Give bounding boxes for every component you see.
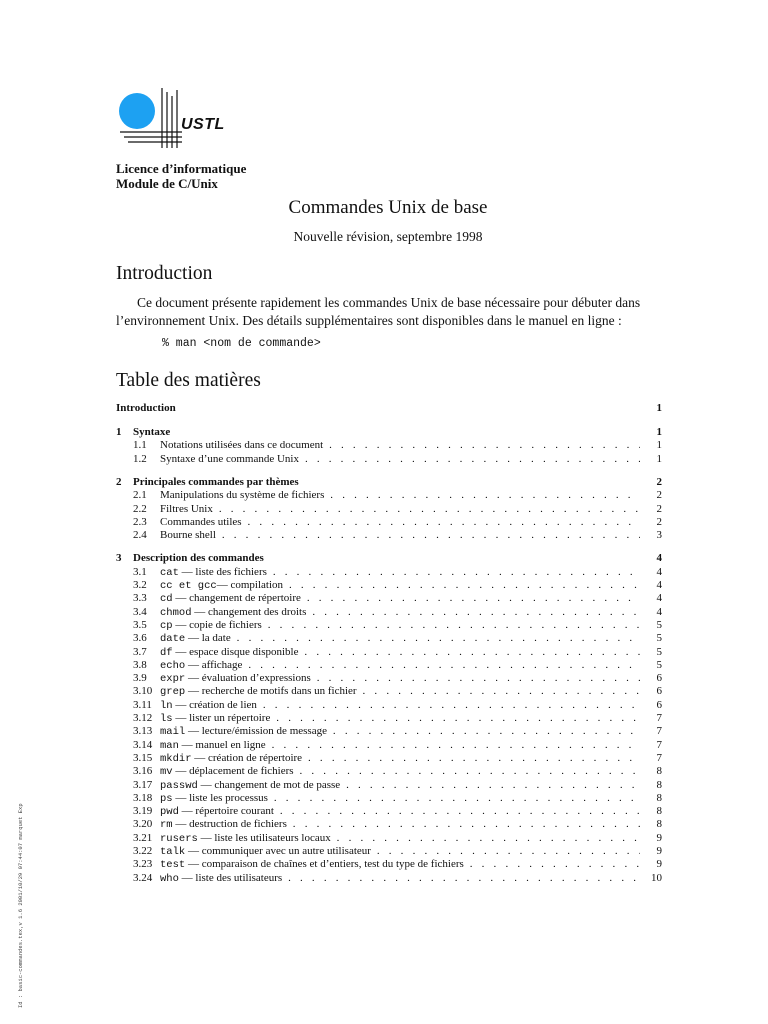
- toc-item-page: 5: [656, 658, 662, 671]
- toc-item-page: 7: [656, 738, 662, 751]
- toc-item-text: — création de répertoire: [191, 751, 303, 764]
- toc-item-text: — lister un répertoire: [172, 712, 271, 724]
- toc-item-label: [160, 439, 640, 452]
- toc-item-command: test: [160, 859, 186, 872]
- toc-item-number: 3.11: [133, 698, 152, 711]
- toc-item-text: — liste les processus: [172, 791, 268, 804]
- toc-item-number: 3.19: [133, 805, 153, 818]
- toc-item-label: [160, 765, 640, 779]
- toc-item-text: — liste des utilisateurs: [178, 871, 283, 884]
- toc-item-label: [160, 779, 640, 793]
- toc-item-text: Filtres Unix: [160, 502, 213, 515]
- toc-item-page: 1: [656, 439, 662, 452]
- toc-section-label: Syntaxe: [133, 426, 171, 438]
- toc-item-number: 3.4: [133, 605, 147, 618]
- toc-item-number: 3.9: [133, 672, 147, 685]
- toc-section-number: 3: [116, 552, 122, 565]
- toc-item-label: [160, 739, 640, 753]
- toc-item-number: 3.12: [133, 712, 153, 724]
- toc-item-3-6[interactable]: [116, 632, 662, 645]
- toc-item-label: [160, 805, 640, 819]
- toc-item-text: — lecture/émission de message: [185, 725, 327, 738]
- toc-item-text: Commandes utiles: [160, 515, 242, 528]
- toc-item-text: — recherche de motifs dans un fichier: [185, 685, 357, 698]
- toc-item-text: — compilation: [216, 579, 284, 591]
- toc-section-label: Description des commandes: [133, 552, 264, 565]
- toc-item-3-8[interactable]: [116, 659, 662, 672]
- toc-item-3-24[interactable]: [116, 872, 662, 885]
- toc-item-page: 5: [656, 632, 662, 645]
- toc-item-3-18[interactable]: [116, 792, 662, 805]
- toc-item-number: 1.2: [133, 452, 147, 465]
- intro-paragraph: Ce document présente rapidement les commandes Unix de base nécessaire pour débuter dans l’environnement Unix. Des détails supplémentaires sont disponibles dans le manuel en ligne :: [116, 295, 641, 328]
- man-command-example: % man <nom de commande>: [162, 337, 321, 350]
- toc-item-number: 3.18: [133, 791, 153, 804]
- toc-item-label: [160, 712, 640, 726]
- toc-section-2[interactable]: [116, 476, 662, 489]
- toc-item-text: — copie de fichiers: [172, 618, 262, 631]
- toc-item-page: 4: [656, 579, 662, 591]
- toc-item-page: 8: [656, 805, 662, 818]
- toc-item-command: mkdir: [160, 752, 192, 765]
- toc-item-label: [160, 529, 640, 542]
- affiliation-module: Module de C/Unix: [116, 176, 218, 191]
- toc-item-page: 8: [656, 765, 662, 778]
- toc-item-number: 3.2: [133, 579, 147, 591]
- toc-item-text: — comparaison de chaînes et d’entiers, test du type de fichiers: [185, 858, 464, 871]
- toc-item-label: [160, 606, 640, 620]
- toc-item-command: df: [160, 646, 173, 659]
- toc-item-1-2[interactable]: [116, 453, 662, 466]
- toc-item-2-2[interactable]: [116, 503, 662, 516]
- toc-item-3-3[interactable]: [116, 592, 662, 605]
- toc-section-page: 1: [656, 426, 662, 438]
- toc-item-number: 3.7: [133, 645, 147, 658]
- toc-item-page: 2: [656, 489, 662, 502]
- toc-item-page: 7: [656, 712, 662, 724]
- toc-item-2-1[interactable]: [116, 489, 662, 502]
- toc-item-2-3[interactable]: [116, 516, 662, 529]
- toc-item-number: 3.1: [133, 565, 147, 578]
- toc-item-number: 3.16: [133, 765, 153, 778]
- toc-item-label: [160, 619, 640, 633]
- toc-item-label: [160, 699, 640, 713]
- toc-item-3-2[interactable]: [116, 579, 662, 592]
- toc-item-number: 3.14: [133, 738, 153, 751]
- toc-item-2-4[interactable]: [116, 529, 662, 542]
- toc-item-page: 3: [656, 529, 662, 542]
- toc-item-page: 5: [656, 618, 662, 631]
- toc-item-number: 3.3: [133, 592, 147, 605]
- toc-item-command: mail: [160, 726, 186, 739]
- document-subtitle: Nouvelle révision, septembre 1998: [293, 229, 483, 244]
- toc-item-text: — manuel en ligne: [178, 738, 266, 751]
- toc-item-3-17[interactable]: [116, 779, 662, 792]
- logo-circle: [119, 93, 155, 129]
- toc-item-page: 8: [656, 778, 662, 791]
- toc-item-page: 8: [656, 791, 662, 804]
- toc-item-3-11[interactable]: [116, 699, 662, 712]
- toc-item-text: Notations utilisées dans ce document: [160, 439, 324, 452]
- toc-item-page: 5: [656, 645, 662, 658]
- toc-item-page: 9: [656, 831, 662, 844]
- toc-item-3-5[interactable]: [116, 619, 662, 632]
- toc-item-number: 2.3: [133, 515, 147, 528]
- toc-item-command: rusers: [160, 832, 198, 845]
- toc-item-page: 4: [656, 592, 662, 605]
- toc-item-text: — affichage: [185, 658, 243, 671]
- revision-id-note: Id : basic-commandes.tex,v 1.6 2001/10/29 07:44:07 marquet Exp: [17, 803, 24, 1008]
- toc-item-label: [160, 659, 640, 673]
- toc-item-number: 3.24: [133, 871, 153, 884]
- toc-item-command: echo: [160, 659, 186, 672]
- toc-item-label: [160, 632, 640, 646]
- toc-item-page: 7: [656, 725, 662, 738]
- toc-item-text: — évaluation d’expressions: [185, 672, 311, 685]
- toc-item-number: 3.20: [133, 818, 153, 831]
- toc-item-label: [160, 752, 640, 766]
- toc-item-3-19[interactable]: [116, 805, 662, 818]
- toc-item-3-21[interactable]: [116, 832, 662, 845]
- toc-item-number: 3.8: [133, 658, 147, 671]
- toc-item-label: [160, 646, 640, 660]
- toc-item-label: [160, 516, 640, 529]
- toc-item-number: 3.13: [133, 725, 153, 738]
- toc-item-text: — liste des fichiers: [178, 565, 267, 578]
- toc-item-text: — déplacement de fichiers: [172, 765, 294, 778]
- toc-item-command: cp: [160, 619, 173, 632]
- toc-item-number: 3.23: [133, 858, 153, 871]
- toc-item-command: ln: [160, 699, 173, 712]
- toc-item-number: 3.21: [133, 831, 153, 844]
- toc-item-command: cd: [160, 593, 173, 606]
- document-title: Commandes Unix de base: [288, 197, 488, 218]
- toc-entry-label: Introduction: [116, 402, 176, 414]
- toc-item-page: 2: [656, 515, 662, 528]
- toc-item-command: chmod: [160, 606, 192, 619]
- toc-item-3-9[interactable]: [116, 672, 662, 685]
- toc-item-label: [160, 725, 640, 739]
- toc-item-page: 9: [656, 845, 662, 857]
- toc-item-number: 2.4: [133, 529, 147, 542]
- toc-item-page: 7: [656, 751, 662, 764]
- toc-item-3-10[interactable]: [116, 685, 662, 698]
- logo-text: USTL: [181, 116, 225, 133]
- toc-item-command: expr: [160, 673, 186, 686]
- toc-item-page: 4: [656, 605, 662, 618]
- toc-item-page: 2: [656, 502, 662, 515]
- toc-section-number: 1: [116, 426, 122, 438]
- toc-item-text: Syntaxe d’une commande Unix: [160, 452, 299, 465]
- toc-item-3-15[interactable]: [116, 752, 662, 765]
- toc-item-label: [160, 858, 640, 872]
- toc-item-label: [160, 832, 640, 846]
- toc-item-text: Manipulations du système de fichiers: [160, 489, 325, 502]
- toc-item-command: man: [160, 739, 179, 752]
- toc-item-page: 4: [656, 565, 662, 578]
- toc-item-3-12[interactable]: [116, 712, 662, 725]
- toc-item-number: 2.2: [133, 502, 147, 515]
- toc-item-3-20[interactable]: [116, 818, 662, 831]
- toc-section-label: Principales commandes par thèmes: [133, 475, 299, 488]
- toc-item-command: pwd: [160, 806, 179, 819]
- toc-item-text: Bourne shell: [160, 529, 216, 542]
- toc-item-label: [160, 845, 640, 859]
- toc-item-text: — changement des droits: [191, 605, 307, 618]
- toc-item-text: — espace disque disponible: [172, 645, 299, 658]
- toc-item-page: 8: [656, 818, 662, 831]
- toc-item-text: — création de lien: [172, 698, 257, 711]
- toc-item-number: 3.5: [133, 618, 147, 631]
- toc-item-command: date: [160, 633, 186, 646]
- toc-item-page: 6: [656, 685, 662, 698]
- toc-section-3[interactable]: [116, 552, 662, 565]
- toc-item-text: — communiquer avec un autre utilisateur: [185, 845, 371, 857]
- toc-section-page: 2: [656, 475, 662, 488]
- toc-item-command: who: [160, 872, 179, 885]
- toc-item-number: 3.10: [133, 685, 153, 698]
- toc-item-label: [160, 503, 640, 516]
- toc-item-number: 3.6: [133, 632, 147, 645]
- toc-item-command: rm: [160, 819, 173, 832]
- toc-item-page: 6: [656, 672, 662, 685]
- toc-item-label: [160, 818, 640, 832]
- toc-entry-page: 1: [656, 402, 662, 414]
- toc-item-command: talk: [160, 846, 186, 858]
- toc-entry-introduction[interactable]: [116, 402, 662, 415]
- toc-item-command: grep: [160, 686, 186, 699]
- toc-item-command: ls: [160, 713, 173, 725]
- toc-item-text: — la date: [185, 632, 231, 645]
- toc-item-3-14[interactable]: [116, 739, 662, 752]
- toc-item-command: cat: [160, 566, 179, 579]
- toc-item-command: ps: [160, 792, 173, 805]
- toc-item-command: cc et gcc: [160, 580, 217, 592]
- toc-item-3-16[interactable]: [116, 765, 662, 778]
- toc-item-label: [160, 579, 640, 593]
- toc-item-label: [160, 453, 640, 466]
- toc-item-label: [160, 566, 640, 580]
- toc-item-label: [160, 489, 640, 502]
- toc-item-number: 3.22: [133, 845, 153, 857]
- affiliation-licence: Licence d’informatique: [116, 161, 247, 176]
- toc-item-text: — changement de répertoire: [172, 592, 301, 605]
- toc-item-page: 10: [651, 871, 662, 884]
- toc-item-page: 6: [656, 698, 662, 711]
- toc-section-number: 2: [116, 475, 122, 488]
- toc-item-text: — répertoire courant: [178, 805, 274, 818]
- toc-item-label: [160, 872, 640, 886]
- toc-item-label: [160, 792, 640, 806]
- toc-item-3-13[interactable]: [116, 725, 662, 738]
- toc-item-label: [160, 685, 640, 699]
- toc-item-3-23[interactable]: [116, 858, 662, 871]
- toc-item-3-7[interactable]: [116, 646, 662, 659]
- toc-section-1[interactable]: [116, 426, 662, 439]
- toc-item-number: 3.17: [133, 778, 153, 791]
- toc-item-page: 1: [656, 452, 662, 465]
- toc-item-label: [160, 592, 640, 606]
- intro-heading: Introduction: [116, 263, 213, 284]
- toc-item-text: — changement de mot de passe: [197, 778, 341, 791]
- toc-heading: Table des matières: [116, 370, 261, 391]
- toc-item-text: — destruction de fichiers: [172, 818, 287, 831]
- toc-item-text: — liste les utilisateurs locaux: [197, 831, 331, 844]
- toc-item-command: passwd: [160, 779, 198, 792]
- toc-item-number: 3.15: [133, 751, 153, 764]
- toc-section-page: 4: [656, 552, 662, 565]
- toc-item-page: 9: [656, 858, 662, 871]
- toc-item-3-22[interactable]: [116, 845, 662, 858]
- toc-item-1-1[interactable]: [116, 439, 662, 452]
- toc-item-label: [160, 672, 640, 686]
- toc-item-3-1[interactable]: [116, 566, 662, 579]
- toc-item-number: 2.1: [133, 489, 147, 502]
- toc-item-number: 1.1: [133, 439, 147, 452]
- toc-item-3-4[interactable]: [116, 606, 662, 619]
- toc-item-command: mv: [160, 766, 173, 779]
